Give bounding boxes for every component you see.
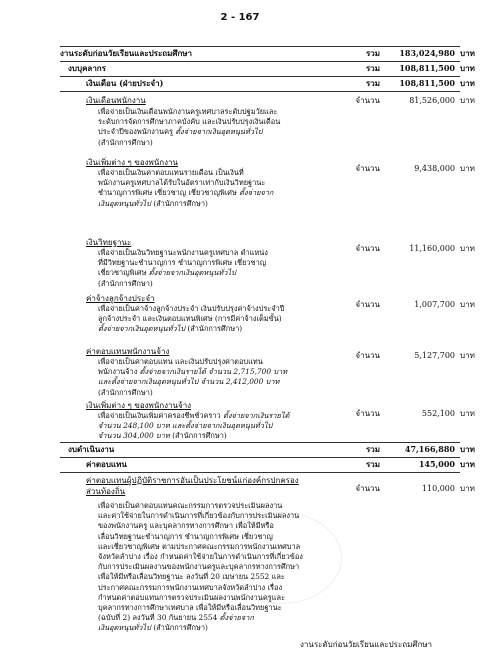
paragraph-line: กำหนดค่าตอบแทนการตรวจประเมินผลงานพนักงานครูและ (98, 592, 286, 602)
rule (60, 457, 460, 458)
row-amount: 47,166,880 (404, 444, 455, 454)
row-label: ค่าตอบแทน (86, 459, 127, 469)
paragraph-line: และค่าใช้จ่ายในการดำเนินการที่เกี่ยวข้องกับการประเมินผลงาน (98, 511, 300, 521)
row-amount-label: รวม (365, 444, 380, 454)
paragraph-line: เลื่อนวิทยฐานะชำนาญการ ชำนาญการพิเศษ เชี่ยวชาญ (98, 531, 273, 541)
paragraph-line: เพื่อจ่ายเป็นค่าตอบแทน และเงินปรับปรุงค่าตอบแทน (98, 357, 263, 366)
row-currency: บาท (460, 48, 475, 58)
row-amount: 183,024,980 (399, 48, 455, 58)
paragraph-text: (สำนักการศึกษา) (185, 324, 243, 334)
funding-source: ตั้งจ่ายจากเงินอุดหนุนทั่วไป (148, 268, 236, 278)
row-currency: บาท (460, 96, 475, 105)
paragraph-line: เพื่อจ่ายเป็นค่าตอบแทนคณะกรรมการตรวจประเมินผลงาน (98, 501, 283, 510)
row-currency: บาท (460, 444, 475, 454)
rule (60, 61, 460, 62)
funding-source: จำนวน 304,000 บาท (98, 431, 170, 441)
paragraph-line: กับการประเมินผลงานของพนักงานครูและบุคลากรทางการศึกษา (98, 562, 300, 572)
description-paragraph (98, 168, 338, 209)
description-paragraph (98, 304, 338, 335)
paragraph-line (98, 411, 338, 421)
description-paragraph (98, 411, 338, 442)
paragraph-text: พนักงานจ้าง (98, 367, 140, 377)
funding-source: เงินอุดหนุนทั่วไป (98, 623, 151, 633)
row-currency: บาท (460, 484, 475, 493)
paragraph-line: ลูกจ้างประจำ และเงินตอบแทนพิเศษ (การมีค่าจ้างเต็มขั้น) (98, 314, 282, 324)
paragraph-line: พนักงานครูเทศบาลได้รับในอัตราเท่ากับเงินวิทยฐานะ (98, 178, 266, 188)
paragraph-line: เพื่อจ่ายเป็นค่าจ้างลูกจ้างประจำ เงินปรับปรุงค่าจ้างประจำปี (98, 304, 285, 313)
funding-source: ตั้งจ่ายจากเงินอุดหนุนทั่วไป (175, 127, 263, 137)
paragraph-line: และเชี่ยวชาญพิเศษ ตามประกาศคณะกรรมการพนักงานเทศบาล (98, 541, 301, 551)
paragraph-text: เพื่อจ่ายเป็นเงินเพิ่มค่าครองชีพชั่วคราว (98, 411, 224, 420)
paragraph-line: จังหวัดลำปาง เรื่อง กำหนดค่าใช้จ่ายในการดำเนินการที่เกี่ยวข้อง (98, 552, 303, 562)
row-amount-label: รวม (365, 459, 380, 469)
description-paragraph (98, 501, 338, 634)
row-amount: 5,127,700 (414, 351, 455, 360)
row-label-continued: ส่วนท้องถิ่น (86, 487, 126, 496)
row-label: เงินเพิ่มต่าง ๆ ของพนักงาน (86, 158, 178, 167)
paragraph-line: (สำนักการศึกษา) (98, 387, 153, 397)
paragraph-line: เพื่อให้มีหรือเลื่อนวิทยฐานะ ลงวันที่ 20 เมษายน 2552 และ (98, 572, 285, 582)
row-label: งบบุคลากร (68, 63, 106, 73)
rule (60, 472, 460, 473)
paragraph-text: ประจำปีของพนักงานครู (98, 127, 176, 137)
row-amount: 108,811,500 (399, 78, 455, 88)
row-currency: บาท (460, 459, 475, 469)
funding-source: เงินอุดหนุนทั่วไป (98, 198, 151, 208)
row-amount: 108,811,500 (399, 63, 455, 73)
paragraph-text: ชำนาญการพิเศษ เชี่ยวชาญ เชี่ยวชาญพิเศษ (98, 188, 240, 198)
row-currency: บาท (460, 409, 475, 418)
paragraph-line: และตั้งจ่ายจากเงินอุดหนุนทั่วไป จำนวน 2,412,000 บาท (98, 377, 280, 387)
funding-source: ตั้งจ่ายจาก (239, 188, 274, 198)
description-paragraph (98, 107, 338, 148)
funding-source: ตั้งจ่ายจากเงินรายได้ จำนวน 2,715,700 บาท (139, 367, 288, 377)
paragraph-line: เพื่อจ่ายเป็นเงินวิทยฐานะพนักงานครูเทศบาล ตำแหน่ง (98, 248, 268, 257)
row-label: ค่าจ้างลูกจ้างประจำ (86, 294, 155, 303)
paragraph-line: ประกาศคณะกรรมการพนักงานเทศบาลจังหวัดลำปาง เรื่อง (98, 582, 283, 592)
row-label: ค่าตอบแทนพนักงานจ้าง (86, 347, 170, 356)
row-label: เงินเพิ่มต่าง ๆ ของพนักงานจ้าง (86, 401, 192, 410)
rule (60, 91, 460, 92)
paragraph-line: เพื่อจ่ายเป็นเงินเดือนพนักงานครูเทศบาลระดับปฐมวัยและ (98, 107, 278, 116)
row-amount-label: จำนวน (355, 164, 380, 173)
row-currency: บาท (460, 78, 475, 88)
row-label: เงินเดือนพนักงาน (86, 96, 146, 105)
paragraph-line (98, 127, 338, 137)
row-amount: 145,000 (418, 459, 455, 469)
paragraph-line: ระดับการจัดการศึกษาภาคบังคับ และเงินปรับปรุงเงินเดือน (98, 117, 281, 127)
page-footer: งานระดับก่อนวัยเรียนและประถมศึกษา (300, 640, 433, 649)
row-currency: บาท (460, 63, 475, 73)
paragraph-line (98, 623, 338, 633)
row-amount-label: รวม (365, 63, 380, 73)
paragraph-text: (สำนักการศึกษา) (150, 623, 208, 633)
paragraph-line: บุคลากรทางการศึกษาเทศบาล เพื่อให้มีหรือเลื่อนวิทยฐานะ (98, 603, 282, 613)
paragraph-line (98, 431, 338, 441)
paragraph-line (98, 188, 338, 198)
rule (60, 442, 460, 443)
funding-source: ตั้งจ่ายจากเงินอุดหนุนทั่วไป (98, 324, 186, 334)
paragraph-line: (สำนักการศึกษา) (98, 278, 153, 288)
row-amount: 9,438,000 (414, 164, 455, 173)
row-amount: 81,526,000 (409, 96, 455, 105)
row-amount-label: จำนวน (355, 96, 380, 105)
paragraph-line (98, 367, 338, 377)
paragraph-line: จำนวน 248,100 บาท และตั้งจ่ายจากเงินอุดหนุนทั่วไป (98, 421, 273, 431)
row-amount-label: จำนวน (355, 244, 380, 253)
row-amount-label: จำนวน (355, 409, 380, 418)
row-label: เงินวิทยฐานะ (86, 238, 132, 247)
page-number: 2 - 167 (220, 12, 260, 23)
row-currency: บาท (460, 164, 475, 173)
paragraph-line (98, 268, 338, 278)
row-currency: บาท (460, 351, 475, 360)
row-label: ค่าตอบแทนผู้ปฏิบัติราชการอันเป็นประโยชน์แก่องค์กรปกครอง (86, 476, 299, 485)
row-currency: บาท (460, 300, 475, 309)
rule (60, 76, 460, 77)
description-paragraph (98, 357, 338, 398)
row-amount-label: จำนวน (355, 351, 380, 360)
row-currency: บาท (460, 244, 475, 253)
paragraph-text: (สำนักการศึกษา) (150, 198, 208, 208)
paragraph-line (98, 613, 338, 623)
paragraph-line: ของพนักงานครู และบุคลากรทางการศึกษา เพื่อให้มีหรือ (98, 521, 274, 531)
row-amount: 552,100 (421, 409, 455, 418)
row-amount-label: รวม (365, 48, 380, 58)
funding-source: ตั้งจ่ายจากเงินรายได้ (223, 411, 290, 420)
paragraph-line: ที่มีวิทยฐานะชำนาญการ ชำนาญการพิเศษ เชี่ยวชาญ (98, 258, 267, 268)
row-amount-label: จำนวน (355, 484, 380, 493)
paragraph-text: (สำนักการศึกษา) (169, 431, 227, 441)
description-paragraph (98, 248, 338, 289)
paragraph-text: เชี่ยวชาญพิเศษ (98, 268, 149, 278)
paragraph-line (98, 324, 338, 334)
row-label: เงินเดือน (ฝ่ายประจำ) (86, 78, 164, 88)
paragraph-text: (ฉบับที่ 2) ลงวันที่ 30 กันยายน 2554 (98, 613, 220, 623)
row-amount-label: รวม (365, 78, 380, 88)
paragraph-line: (สำนักการศึกษา) (98, 137, 153, 147)
paragraph-line (98, 199, 338, 209)
row-label: งบดำเนินงาน (68, 444, 115, 454)
row-amount: 1,007,700 (414, 300, 455, 309)
row-amount: 11,160,000 (409, 244, 455, 253)
row-amount: 110,000 (421, 484, 455, 493)
funding-source: ตั้งจ่ายจาก (219, 613, 254, 623)
row-amount-label: จำนวน (355, 300, 380, 309)
row-label: งานระดับก่อนวัยเรียนและประถมศึกษา (60, 48, 193, 58)
paragraph-line: เพื่อจ่ายเป็นเงินค่าตอบแทนรายเดือน เป็นเงินที่ (98, 168, 244, 177)
top-rule (60, 46, 460, 47)
